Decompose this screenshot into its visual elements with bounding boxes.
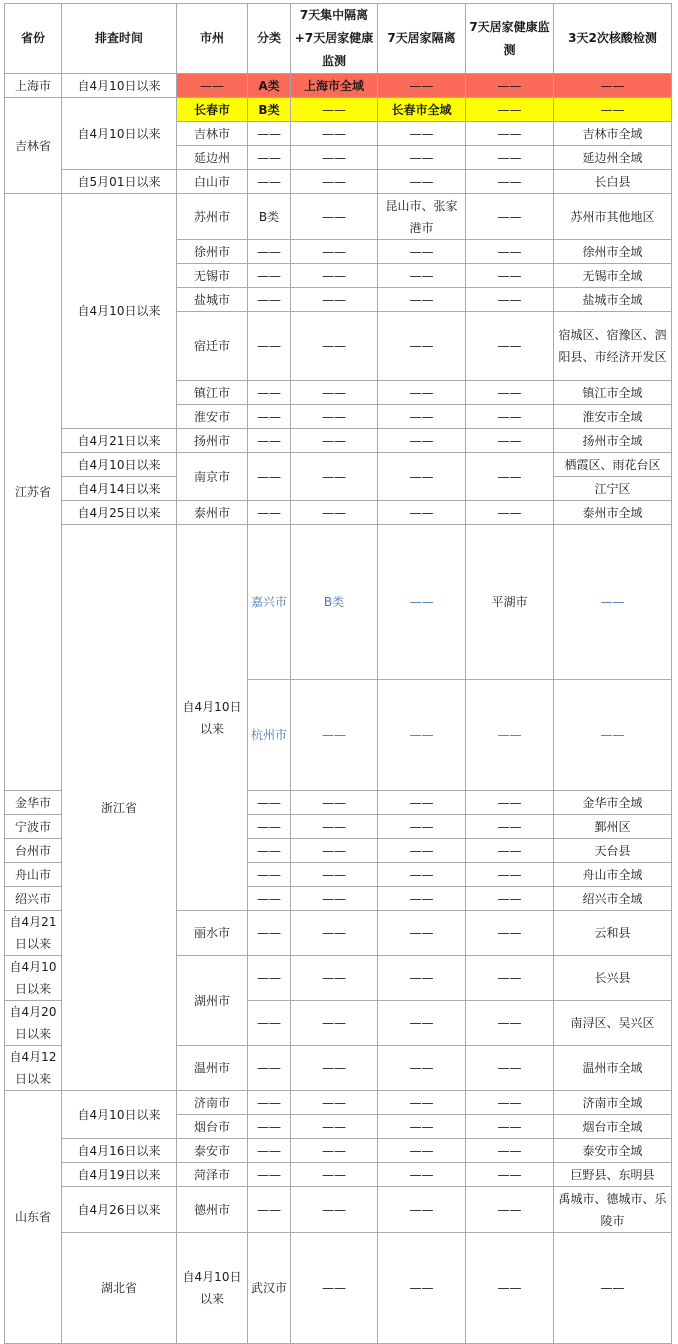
table-row xyxy=(5,525,672,680)
category-cell: —— xyxy=(248,1187,291,1233)
city-cell: 无锡市 xyxy=(177,264,248,288)
category-cell: —— xyxy=(248,429,291,453)
table-row xyxy=(5,1233,672,1344)
central-quarantine-cell: —— xyxy=(291,405,378,429)
home-monitoring-cell: —— xyxy=(466,122,554,146)
nucleic-test-cell: —— xyxy=(554,98,672,122)
home-monitoring-cell: —— xyxy=(466,1046,554,1091)
nucleic-test-cell: 镇江市全域 xyxy=(554,381,672,405)
date-cell: 自4月10日以来 xyxy=(5,956,62,1001)
city-cell: 温州市 xyxy=(177,1046,248,1091)
central-quarantine-cell: —— xyxy=(378,525,466,680)
city-cell: 嘉兴市 xyxy=(248,525,291,680)
table-row xyxy=(5,1163,672,1187)
home-monitoring-cell: —— xyxy=(466,863,554,887)
nucleic-test-cell: 延边州全域 xyxy=(554,146,672,170)
home-monitoring-cell: —— xyxy=(466,1139,554,1163)
date-cell: 自4月14日以来 xyxy=(62,477,177,501)
home-monitoring-cell: —— xyxy=(554,680,672,791)
home-quarantine-cell: —— xyxy=(378,1163,466,1187)
nucleic-test-cell: 宿城区、宿豫区、泗阳县、市经济开发区 xyxy=(554,312,672,381)
home-quarantine-cell: —— xyxy=(378,791,466,815)
central-quarantine-cell: —— xyxy=(291,1139,378,1163)
home-quarantine-cell: —— xyxy=(378,312,466,381)
category-cell: —— xyxy=(248,405,291,429)
date-cell: 自4月10日以来 xyxy=(62,194,177,429)
central-quarantine-cell: —— xyxy=(291,453,378,501)
date-cell: 自4月12日以来 xyxy=(5,1046,62,1091)
date-cell: 自4月25日以来 xyxy=(62,501,177,525)
nucleic-test-cell: 禹城市、德城市、乐陵市 xyxy=(554,1187,672,1233)
city-cell: 扬州市 xyxy=(177,429,248,453)
date-cell: 自4月10日以来 xyxy=(62,1091,177,1139)
city-cell: 绍兴市 xyxy=(5,887,62,911)
central-quarantine-cell: —— xyxy=(291,381,378,405)
home-quarantine-cell: 昆山市、张家港市 xyxy=(378,194,466,240)
home-quarantine-cell: —— xyxy=(378,887,466,911)
category-cell: —— xyxy=(291,1233,378,1344)
home-monitoring-cell: —— xyxy=(466,170,554,194)
central-quarantine-cell: 上海市全域 xyxy=(291,74,378,98)
category-cell: A类 xyxy=(248,74,291,98)
home-monitoring-cell: —— xyxy=(466,815,554,839)
central-quarantine-cell: —— xyxy=(291,170,378,194)
central-quarantine-cell: —— xyxy=(291,863,378,887)
home-monitoring-cell: —— xyxy=(466,1091,554,1115)
central-quarantine-cell: —— xyxy=(291,1091,378,1115)
home-monitoring-cell: —— xyxy=(466,74,554,98)
home-quarantine-cell: —— xyxy=(378,501,466,525)
province-cell: 吉林省 xyxy=(5,98,62,194)
table-row xyxy=(5,74,672,98)
home-monitoring-cell: —— xyxy=(466,1187,554,1233)
home-quarantine-cell: —— xyxy=(378,170,466,194)
table-row xyxy=(5,194,672,240)
home-quarantine-cell: —— xyxy=(378,405,466,429)
central-quarantine-cell: —— xyxy=(291,887,378,911)
date-cell: 自4月21日以来 xyxy=(5,911,62,956)
home-quarantine-cell: —— xyxy=(466,680,554,791)
nucleic-test-cell: 鄞州区 xyxy=(554,815,672,839)
table-row xyxy=(5,501,672,525)
header-city: 市州 xyxy=(177,4,248,74)
nucleic-test-cell: 云和县 xyxy=(554,911,672,956)
header-home-quarantine: 7天居家隔离 xyxy=(378,4,466,74)
category-cell: B类 xyxy=(291,525,378,680)
nucleic-test-cell: 烟台市全域 xyxy=(554,1115,672,1139)
central-quarantine-cell: —— xyxy=(291,501,378,525)
date-cell: 自4月10日以来 xyxy=(62,74,177,98)
nucleic-test-cell: 泰州市全域 xyxy=(554,501,672,525)
city-cell: 武汉市 xyxy=(248,1233,291,1344)
nucleic-test-cell: 江宁区 xyxy=(554,477,672,501)
category-cell: —— xyxy=(248,863,291,887)
home-monitoring-cell: —— xyxy=(466,194,554,240)
home-quarantine-cell: —— xyxy=(378,1091,466,1115)
home-monitoring-cell: —— xyxy=(554,1233,672,1344)
nucleic-test-cell: 舟山市全域 xyxy=(554,863,672,887)
category-cell: —— xyxy=(248,1163,291,1187)
central-quarantine-cell: —— xyxy=(291,1001,378,1046)
city-cell: 杭州市 xyxy=(248,680,291,791)
nucleic-test-cell: 扬州市全域 xyxy=(554,429,672,453)
home-quarantine-cell: —— xyxy=(378,1187,466,1233)
category-cell: —— xyxy=(248,815,291,839)
province-cell: 上海市 xyxy=(5,74,62,98)
central-quarantine-cell: —— xyxy=(291,146,378,170)
province-cell: 浙江省 xyxy=(62,525,177,1091)
date-cell: 自4月19日以来 xyxy=(62,1163,177,1187)
table-row xyxy=(5,98,672,122)
home-quarantine-cell: —— xyxy=(378,122,466,146)
central-quarantine-cell: —— xyxy=(291,1115,378,1139)
nucleic-test-cell: 栖霞区、雨花台区 xyxy=(554,453,672,477)
table-row xyxy=(5,429,672,453)
date-cell: 自4月10日以来 xyxy=(177,525,248,911)
home-quarantine-cell: 长春市全域 xyxy=(378,98,466,122)
province-cell: 江苏省 xyxy=(5,194,62,791)
city-cell: 济南市 xyxy=(177,1091,248,1115)
category-cell: —— xyxy=(291,680,378,791)
home-monitoring-cell: —— xyxy=(554,525,672,680)
nucleic-test-cell: 苏州市其他地区 xyxy=(554,194,672,240)
nucleic-test-cell: 盐城市全域 xyxy=(554,288,672,312)
central-quarantine-cell: —— xyxy=(291,122,378,146)
home-quarantine-cell: —— xyxy=(378,381,466,405)
city-cell: 泰安市 xyxy=(177,1139,248,1163)
home-monitoring-cell: —— xyxy=(466,911,554,956)
date-cell: 自4月10日以来 xyxy=(62,98,177,170)
nucleic-test-cell: 天台县 xyxy=(554,839,672,863)
central-quarantine-cell: —— xyxy=(291,956,378,1001)
city-cell: —— xyxy=(177,74,248,98)
header-nucleic-test: 3天2次核酸检测 xyxy=(554,4,672,74)
category-cell: B类 xyxy=(248,194,291,240)
table-row xyxy=(5,1091,672,1115)
home-monitoring-cell: —— xyxy=(466,146,554,170)
home-quarantine-cell: —— xyxy=(378,1139,466,1163)
central-quarantine-cell: —— xyxy=(291,98,378,122)
category-cell: —— xyxy=(248,887,291,911)
home-monitoring-cell: —— xyxy=(466,98,554,122)
home-quarantine-cell: —— xyxy=(378,264,466,288)
category-cell: —— xyxy=(248,1115,291,1139)
table-row xyxy=(5,453,672,477)
category-cell: —— xyxy=(248,911,291,956)
home-quarantine-cell: —— xyxy=(378,240,466,264)
city-cell: 舟山市 xyxy=(5,863,62,887)
nucleic-test-cell: 金华市全域 xyxy=(554,791,672,815)
home-monitoring-cell: —— xyxy=(466,429,554,453)
city-cell: 宁波市 xyxy=(5,815,62,839)
home-monitoring-cell: —— xyxy=(466,264,554,288)
category-cell: —— xyxy=(248,791,291,815)
nucleic-test-cell: 温州市全域 xyxy=(554,1046,672,1091)
central-quarantine-cell: —— xyxy=(291,1046,378,1091)
home-quarantine-cell: —— xyxy=(378,1046,466,1091)
home-quarantine-cell: —— xyxy=(378,956,466,1001)
home-monitoring-cell: —— xyxy=(466,887,554,911)
category-cell: —— xyxy=(248,453,291,501)
home-quarantine-cell: —— xyxy=(378,911,466,956)
city-cell: 南京市 xyxy=(177,453,248,501)
category-cell: —— xyxy=(248,501,291,525)
central-quarantine-cell: —— xyxy=(378,1233,466,1344)
table-row xyxy=(5,1187,672,1233)
central-quarantine-cell: —— xyxy=(291,839,378,863)
date-cell: 自4月20日以来 xyxy=(5,1001,62,1046)
header-category: 分类 xyxy=(248,4,291,74)
home-monitoring-cell: —— xyxy=(466,240,554,264)
central-quarantine-cell: —— xyxy=(291,429,378,453)
category-cell: —— xyxy=(248,381,291,405)
home-quarantine-cell: —— xyxy=(378,74,466,98)
city-cell: 盐城市 xyxy=(177,288,248,312)
home-monitoring-cell: —— xyxy=(466,956,554,1001)
central-quarantine-cell: —— xyxy=(291,194,378,240)
nucleic-test-cell: 巨野县、东明县 xyxy=(554,1163,672,1187)
central-quarantine-cell: —— xyxy=(291,312,378,381)
home-quarantine-cell: —— xyxy=(378,288,466,312)
nucleic-test-cell: 无锡市全域 xyxy=(554,264,672,288)
nucleic-test-cell: 吉林市全域 xyxy=(554,122,672,146)
home-monitoring-cell: —— xyxy=(466,381,554,405)
city-cell: 淮安市 xyxy=(177,405,248,429)
date-cell: 自4月26日以来 xyxy=(62,1187,177,1233)
date-cell: 自4月16日以来 xyxy=(62,1139,177,1163)
city-cell: 白山市 xyxy=(177,170,248,194)
city-cell: 徐州市 xyxy=(177,240,248,264)
header-central-quarantine: 7天集中隔离+7天居家健康监测 xyxy=(291,4,378,74)
header-home-monitoring: 7天居家健康监测 xyxy=(466,4,554,74)
city-cell: 德州市 xyxy=(177,1187,248,1233)
home-monitoring-cell: —— xyxy=(466,501,554,525)
category-cell: —— xyxy=(248,1001,291,1046)
category-cell: —— xyxy=(248,146,291,170)
nucleic-test-cell: 济南市全域 xyxy=(554,1091,672,1115)
home-quarantine-cell: —— xyxy=(378,1115,466,1139)
home-monitoring-cell: —— xyxy=(466,839,554,863)
header-row xyxy=(5,4,672,74)
date-cell: 自4月10日以来 xyxy=(177,1233,248,1344)
date-cell: 自4月10日以来 xyxy=(62,453,177,477)
home-quarantine-cell: —— xyxy=(378,839,466,863)
central-quarantine-cell: —— xyxy=(291,791,378,815)
city-cell: 宿迁市 xyxy=(177,312,248,381)
nucleic-test-cell: 南浔区、吴兴区 xyxy=(554,1001,672,1046)
city-cell: 丽水市 xyxy=(177,911,248,956)
city-cell: 菏泽市 xyxy=(177,1163,248,1187)
home-quarantine-cell: —— xyxy=(378,453,466,501)
nucleic-test-cell: 泰安市全域 xyxy=(554,1139,672,1163)
home-quarantine-cell: —— xyxy=(378,429,466,453)
city-cell: 泰州市 xyxy=(177,501,248,525)
central-quarantine-cell: —— xyxy=(291,815,378,839)
home-quarantine-cell: —— xyxy=(378,863,466,887)
category-cell: —— xyxy=(248,839,291,863)
city-cell: 苏州市 xyxy=(177,194,248,240)
category-cell: —— xyxy=(248,1046,291,1091)
central-quarantine-cell: —— xyxy=(291,288,378,312)
table-container xyxy=(4,3,672,1344)
date-cell: 自4月21日以来 xyxy=(62,429,177,453)
home-monitoring-cell: —— xyxy=(466,791,554,815)
central-quarantine-cell: —— xyxy=(378,680,466,791)
city-cell: 湖州市 xyxy=(177,956,248,1046)
city-cell: 长春市 xyxy=(177,98,248,122)
category-cell: —— xyxy=(248,288,291,312)
category-cell: —— xyxy=(248,240,291,264)
home-monitoring-cell: —— xyxy=(466,1115,554,1139)
city-cell: 烟台市 xyxy=(177,1115,248,1139)
screening-table xyxy=(4,3,672,1344)
nucleic-test-cell: 长兴县 xyxy=(554,956,672,1001)
home-quarantine-cell: —— xyxy=(378,815,466,839)
province-cell: 山东省 xyxy=(5,1091,62,1344)
nucleic-test-cell: —— xyxy=(554,74,672,98)
home-quarantine-cell: —— xyxy=(378,146,466,170)
home-monitoring-cell: —— xyxy=(466,312,554,381)
header-province: 省份 xyxy=(5,4,62,74)
province-cell: 湖北省 xyxy=(62,1233,177,1344)
home-monitoring-cell: —— xyxy=(466,288,554,312)
category-cell: —— xyxy=(248,1139,291,1163)
central-quarantine-cell: —— xyxy=(291,911,378,956)
home-monitoring-cell: —— xyxy=(466,453,554,501)
central-quarantine-cell: —— xyxy=(291,240,378,264)
city-cell: 延边州 xyxy=(177,146,248,170)
nucleic-test-cell: 淮安市全域 xyxy=(554,405,672,429)
nucleic-test-cell: 徐州市全域 xyxy=(554,240,672,264)
header-date: 排查时间 xyxy=(62,4,177,74)
central-quarantine-cell: —— xyxy=(291,1187,378,1233)
category-cell: —— xyxy=(248,1091,291,1115)
home-monitoring-cell: —— xyxy=(466,1163,554,1187)
category-cell: —— xyxy=(248,170,291,194)
nucleic-test-cell: 绍兴市全域 xyxy=(554,887,672,911)
category-cell: —— xyxy=(248,312,291,381)
category-cell: —— xyxy=(248,122,291,146)
home-quarantine-cell: —— xyxy=(466,1233,554,1344)
category-cell: —— xyxy=(248,264,291,288)
city-cell: 金华市 xyxy=(5,791,62,815)
city-cell: 吉林市 xyxy=(177,122,248,146)
home-monitoring-cell: —— xyxy=(466,405,554,429)
home-quarantine-cell: 平湖市 xyxy=(466,525,554,680)
home-quarantine-cell: —— xyxy=(378,1001,466,1046)
city-cell: 台州市 xyxy=(5,839,62,863)
category-cell: —— xyxy=(248,956,291,1001)
city-cell: 镇江市 xyxy=(177,381,248,405)
central-quarantine-cell: —— xyxy=(291,264,378,288)
nucleic-test-cell: 长白县 xyxy=(554,170,672,194)
table-row xyxy=(5,1139,672,1163)
table-row xyxy=(5,170,672,194)
category-cell: B类 xyxy=(248,98,291,122)
date-cell: 自5月01日以来 xyxy=(62,170,177,194)
home-monitoring-cell: —— xyxy=(466,1001,554,1046)
central-quarantine-cell: —— xyxy=(291,1163,378,1187)
